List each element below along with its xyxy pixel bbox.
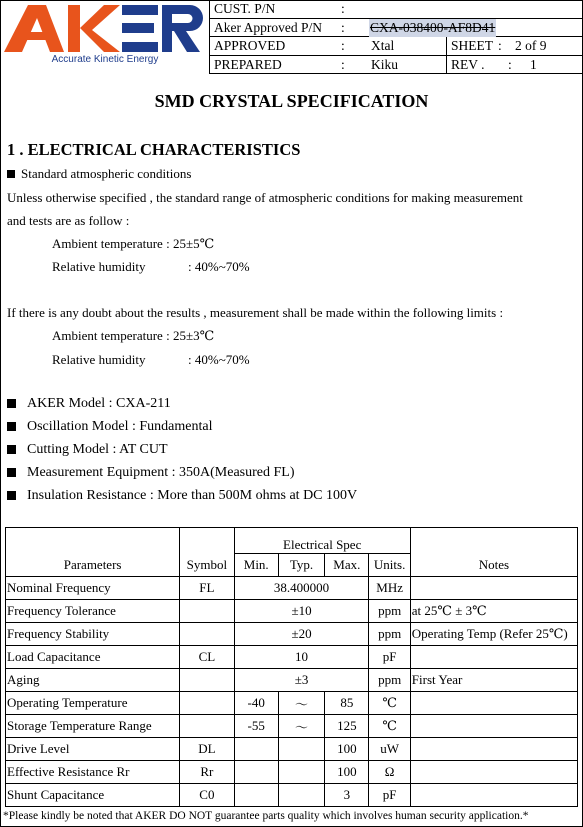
header-max: Max. bbox=[325, 554, 369, 577]
humidity-label-1: Relative humidity bbox=[52, 259, 146, 274]
typ-cell: ±3 bbox=[234, 669, 369, 692]
approved-value: Xtal bbox=[371, 38, 395, 53]
square-bullet-icon bbox=[7, 399, 16, 408]
rev-value: 1 bbox=[530, 56, 537, 72]
min-cell bbox=[234, 761, 278, 784]
min-cell bbox=[234, 784, 278, 807]
approved-label: APPROVED bbox=[214, 38, 286, 53]
typ-cell: ～ bbox=[278, 715, 324, 738]
notes-cell bbox=[410, 715, 577, 738]
electrical-spec-table bbox=[5, 527, 578, 807]
units-cell: ppm bbox=[369, 669, 410, 692]
units-cell: Ω bbox=[369, 761, 410, 784]
typ-cell bbox=[278, 738, 324, 761]
header-row-prepared bbox=[210, 56, 583, 75]
electrical-spec-header: Electrical Spec bbox=[234, 528, 410, 554]
header-row-cust-pn bbox=[210, 0, 583, 19]
table-row bbox=[6, 623, 578, 646]
humidity-label-2: Relative humidity bbox=[52, 352, 146, 367]
header-parameters: Parameters bbox=[6, 554, 180, 577]
bullet-item: Oscillation Model : Fundamental bbox=[7, 419, 212, 435]
ambient-label-1: Ambient temperature : bbox=[52, 236, 173, 251]
humidity-value-1: : 40%~70% bbox=[188, 259, 250, 274]
ambient-label-2: Ambient temperature : bbox=[52, 328, 173, 343]
notes-cell: First Year bbox=[410, 669, 577, 692]
table-row bbox=[6, 738, 578, 761]
square-bullet-icon bbox=[7, 468, 16, 477]
notes-cell: Operating Temp (Refer 25℃) bbox=[410, 623, 577, 646]
max-cell: 100 bbox=[325, 738, 369, 761]
approved-pn-value: CXA-038400-AF8D41 bbox=[370, 19, 496, 35]
typ-cell: 38.400000 bbox=[234, 577, 369, 600]
table-row bbox=[6, 600, 578, 623]
std-text-2: and tests are as follow : bbox=[7, 213, 130, 228]
param-cell: Frequency Stability bbox=[6, 623, 180, 646]
std-conditions-label: Standard atmospheric conditions bbox=[21, 166, 192, 181]
logo-area bbox=[0, 0, 210, 74]
typ-cell bbox=[278, 784, 324, 807]
param-cell: Storage Temperature Range bbox=[6, 715, 180, 738]
ambient-value-2: 25±3℃ bbox=[172, 328, 215, 343]
bullet-item: Cutting Model : AT CUT bbox=[7, 442, 168, 458]
section-heading: 1 . ELECTRICAL CHARACTERISTICS bbox=[7, 140, 301, 159]
typ-cell: ±20 bbox=[234, 623, 369, 646]
units-cell: ℃ bbox=[369, 715, 410, 738]
symbol-cell bbox=[180, 600, 234, 623]
notes-cell bbox=[410, 761, 577, 784]
logo-tagline: Accurate Kinetic Energy bbox=[51, 54, 159, 65]
units-cell: uW bbox=[369, 738, 410, 761]
min-cell: -55 bbox=[234, 715, 278, 738]
symbol-cell bbox=[180, 692, 234, 715]
ambient-line-1 bbox=[52, 236, 214, 252]
max-cell: 3 bbox=[325, 784, 369, 807]
notes-cell bbox=[410, 738, 577, 761]
typ-cell: ～ bbox=[278, 692, 324, 715]
notes-cell bbox=[410, 646, 577, 669]
table-row bbox=[6, 715, 578, 738]
symbol-cell: FL bbox=[180, 577, 234, 600]
units-cell: MHz bbox=[369, 577, 410, 600]
rev-label: REV . bbox=[451, 56, 485, 72]
param-cell: Nominal Frequency bbox=[6, 577, 180, 600]
symbol-cell bbox=[180, 623, 234, 646]
units-cell: pF bbox=[369, 646, 410, 669]
prepared-value: Kiku bbox=[371, 56, 398, 72]
cust-pn-label: CUST. P/N bbox=[214, 1, 276, 16]
notes-cell bbox=[410, 692, 577, 715]
table-header-row bbox=[6, 554, 578, 577]
max-cell: 85 bbox=[325, 692, 369, 715]
min-cell: -40 bbox=[234, 692, 278, 715]
square-bullet-icon bbox=[7, 170, 15, 178]
sheet-sep: : bbox=[498, 38, 502, 53]
sheet-label: SHEET bbox=[451, 38, 493, 53]
symbol-cell: CL bbox=[180, 646, 234, 669]
param-cell: Load Capacitance bbox=[6, 646, 180, 669]
param-cell: Frequency Tolerance bbox=[6, 600, 180, 623]
units-cell: pF bbox=[369, 784, 410, 807]
square-bullet-icon bbox=[7, 422, 16, 431]
max-cell: 100 bbox=[325, 761, 369, 784]
header-row-approved bbox=[210, 37, 583, 56]
std-conditions-line bbox=[7, 166, 191, 182]
units-cell: ℃ bbox=[369, 692, 410, 715]
page-title: SMD CRYSTAL SPECIFICATION bbox=[154, 91, 429, 111]
header-typ: Typ. bbox=[278, 554, 324, 577]
symbol-cell bbox=[180, 669, 234, 692]
symbol-cell: DL bbox=[180, 738, 234, 761]
ambient-line-2 bbox=[52, 328, 214, 344]
std-text-1: Unless otherwise specified , the standard range of atmospheric conditions for making measurement bbox=[7, 190, 523, 205]
notes-cell bbox=[410, 577, 577, 600]
bullet-item: Insulation Resistance : More than 500M ohms at DC 100V bbox=[7, 488, 357, 504]
param-cell: Drive Level bbox=[6, 738, 180, 761]
param-cell: Effective Resistance Rr bbox=[6, 761, 180, 784]
notes-cell: at 25℃ ± 3℃ bbox=[410, 600, 577, 623]
bullet-item: AKER Model : CXA-211 bbox=[7, 396, 171, 412]
sheet-value: 2 of 9 bbox=[515, 38, 547, 53]
symbol-cell bbox=[180, 715, 234, 738]
aker-logo-icon bbox=[2, 2, 207, 54]
min-cell bbox=[234, 738, 278, 761]
typ-cell: ±10 bbox=[234, 600, 369, 623]
table-header-row-top bbox=[6, 528, 578, 554]
ambient-value-1: 25±5℃ bbox=[172, 236, 215, 251]
table-row bbox=[6, 784, 578, 807]
units-cell: ppm bbox=[369, 623, 410, 646]
approved-pn-sep: : bbox=[341, 19, 345, 35]
approved-sep: : bbox=[341, 38, 345, 53]
cust-pn-sep: : bbox=[341, 1, 345, 16]
param-cell: Operating Temperature bbox=[6, 692, 180, 715]
param-cell: Aging bbox=[6, 669, 180, 692]
notes-cell bbox=[410, 784, 577, 807]
header-min: Min. bbox=[234, 554, 278, 577]
max-cell: 125 bbox=[325, 715, 369, 738]
humidity-value-2: : 40%~70% bbox=[188, 352, 250, 367]
prepared-sep: : bbox=[341, 56, 345, 72]
header-units: Units. bbox=[369, 554, 410, 577]
typ-cell: 10 bbox=[234, 646, 369, 669]
header-row-approved-pn bbox=[210, 19, 583, 38]
table-row bbox=[6, 646, 578, 669]
square-bullet-icon bbox=[7, 445, 16, 454]
table-row bbox=[6, 761, 578, 784]
header-symbol: Symbol bbox=[180, 554, 234, 577]
rev-sep: : bbox=[508, 56, 512, 72]
footer-disclaimer: *Please kindly be noted that AKER DO NOT guarantee parts quality which involves human security application.* bbox=[3, 810, 529, 822]
typ-cell bbox=[278, 761, 324, 784]
table-row bbox=[6, 669, 578, 692]
units-cell: ppm bbox=[369, 600, 410, 623]
doubt-text: If there is any doubt about the results , measurement shall be made within the following limits : bbox=[7, 305, 504, 320]
bullet-item: Measurement Equipment : 350A(Measured FL) bbox=[7, 465, 295, 481]
square-bullet-icon bbox=[7, 491, 16, 500]
symbol-cell: Rr bbox=[180, 761, 234, 784]
prepared-label: PREPARED bbox=[214, 56, 282, 72]
symbol-cell: C0 bbox=[180, 784, 234, 807]
param-cell: Shunt Capacitance bbox=[6, 784, 180, 807]
table-row bbox=[6, 692, 578, 715]
approved-pn-label: Aker Approved P/N bbox=[214, 19, 322, 35]
table-row bbox=[6, 577, 578, 600]
header-notes: Notes bbox=[410, 554, 577, 577]
